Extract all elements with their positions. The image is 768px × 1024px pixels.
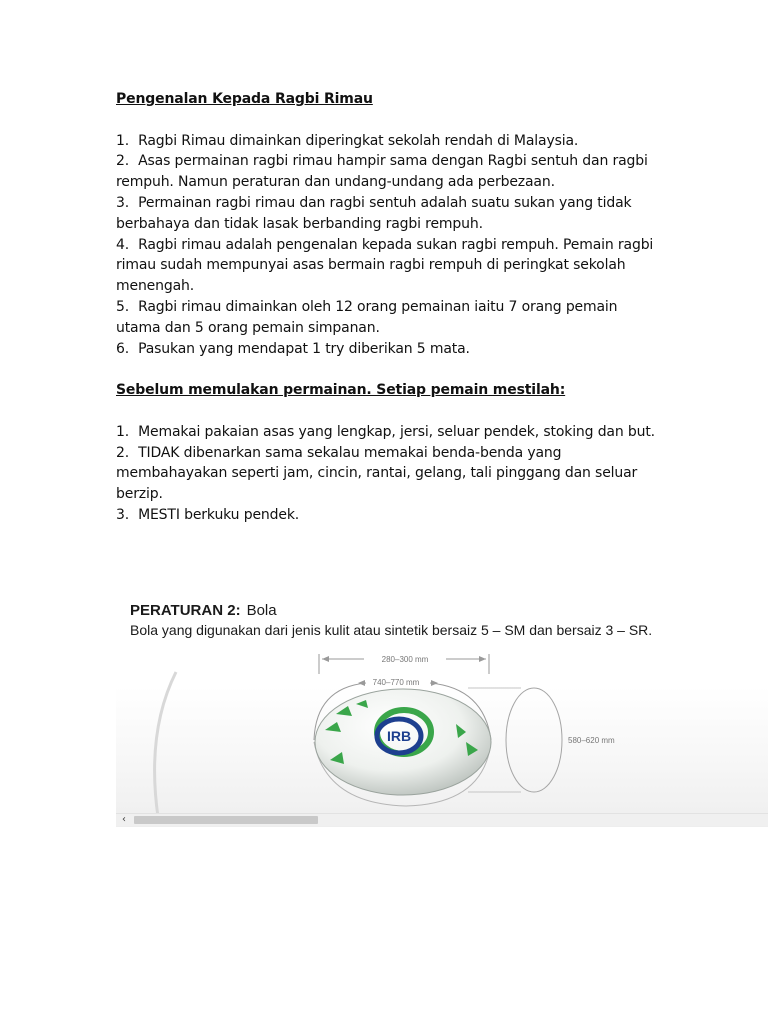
item-text: Memakai pakaian asas yang lengkap, jersi, seluar pendek, stoking dan but. bbox=[138, 423, 655, 440]
intro-list bbox=[116, 131, 656, 360]
item-number: 6. bbox=[116, 340, 130, 357]
length-arrowhead-right bbox=[479, 656, 486, 662]
list-item bbox=[116, 443, 656, 505]
figure-title-rest: Bola bbox=[246, 602, 277, 619]
rules-heading: Sebelum memulakan permainan. Setiap pemain mestilah: bbox=[116, 382, 566, 399]
rugby-ball-figure bbox=[116, 592, 768, 827]
circ-long-arrowhead-left bbox=[358, 680, 365, 686]
item-text: Ragbi rimau dimainkan oleh 12 orang pemainan iaitu 7 orang pemain utama dan 5 orang pemain simpanan. bbox=[116, 298, 618, 336]
list-item bbox=[116, 151, 656, 193]
rules-list bbox=[116, 422, 656, 526]
item-text: Permainan ragbi rimau dan ragbi sentuh adalah suatu sukan yang tidak berbahaya dan tidak lasak berbanding ragbi rempuh. bbox=[116, 194, 632, 232]
item-text: Asas permainan ragbi rimau hampir sama dengan Ragbi sentuh dan ragbi rempuh. Namun peraturan dan undang-undang ada perbezaan. bbox=[116, 153, 648, 191]
item-number: 4. bbox=[116, 236, 130, 253]
list-item bbox=[116, 339, 656, 360]
item-number: 2. bbox=[116, 153, 130, 170]
item-text: Pasukan yang mendapat 1 try diberikan 5 mata. bbox=[138, 340, 470, 357]
list-item bbox=[116, 235, 656, 297]
circ-long-arrowhead-right bbox=[431, 680, 438, 686]
item-text: Ragbi rimau adalah pengenalan kepada sukan ragbi rempuh. Pemain ragbi rimau sudah mempunyai asas bermain ragbi rempuh di peringkat sekolah menengah. bbox=[116, 236, 654, 295]
figure-title-bold: PERATURAN 2: bbox=[130, 602, 241, 619]
item-number: 1. bbox=[116, 423, 130, 440]
item-text: Ragbi Rimau dimainkan diperingkat sekolah rendah di Malaysia. bbox=[138, 132, 579, 149]
horizontal-scrollbar[interactable] bbox=[116, 813, 768, 826]
list-item bbox=[116, 131, 656, 152]
intro-heading: Pengenalan Kepada Ragbi Rimau bbox=[116, 91, 373, 107]
list-item bbox=[116, 193, 656, 235]
document-body bbox=[116, 89, 656, 526]
length-label: 280–300 mm bbox=[381, 655, 429, 664]
item-number: 1. bbox=[116, 132, 130, 149]
list-item bbox=[116, 297, 656, 339]
circ-short-ellipse bbox=[506, 688, 562, 792]
decorative-arc bbox=[155, 672, 176, 817]
length-arrowhead-left bbox=[322, 656, 329, 662]
list-item bbox=[116, 505, 656, 526]
figure-title bbox=[130, 602, 277, 619]
scrollbar-thumb[interactable] bbox=[134, 816, 318, 824]
item-number: 3. bbox=[116, 194, 130, 211]
scroll-left-icon[interactable]: ‹ bbox=[122, 814, 126, 825]
item-number: 2. bbox=[116, 444, 130, 461]
item-number: 5. bbox=[116, 298, 130, 315]
circumference-short-label: 580–620 mm bbox=[568, 736, 615, 745]
irb-logo: IRB bbox=[386, 728, 412, 744]
list-item bbox=[116, 422, 656, 443]
item-number: 3. bbox=[116, 506, 130, 523]
item-text: MESTI berkuku pendek. bbox=[138, 506, 300, 523]
circumference-long-label: 740–770 mm bbox=[372, 678, 420, 687]
figure-description: Bola yang digunakan dari jenis kulit atau sintetik bersaiz 5 – SM dan bersaiz 3 – SR. bbox=[130, 622, 653, 638]
item-text: TIDAK dibenarkan sama sekalau memakai benda-benda yang membahayakan seperti jam, cincin, rantai, gelang, tali pinggang dan seluar berzip. bbox=[116, 444, 638, 503]
